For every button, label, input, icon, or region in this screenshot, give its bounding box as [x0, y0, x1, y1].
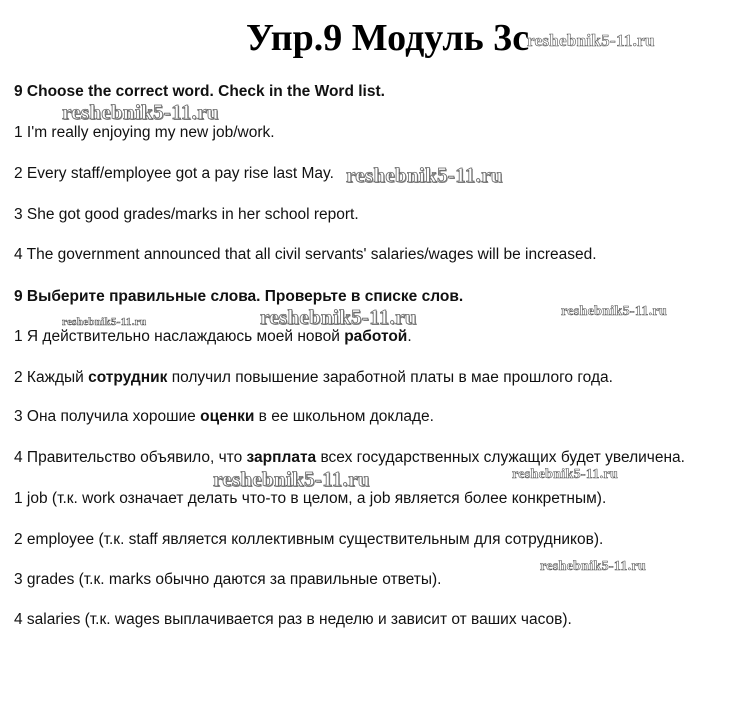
watermark: reshebnik5-11.ru	[527, 31, 655, 50]
answer-2: 2 employee (т.к. staff является коллективным существительным для сотрудников).	[14, 531, 604, 548]
russian-item-2	[14, 368, 613, 388]
english-item-4: 4 The government announced that all civil servants' salaries/wages will be increased.	[14, 246, 597, 263]
russian-item-text: 1 Я действительно наслаждаюсь моей новой	[14, 328, 345, 345]
russian-item-answer: оценки	[200, 408, 255, 425]
watermark: reshebnik5-11.ru	[213, 467, 370, 491]
watermark: reshebnik5-11.ru	[260, 305, 417, 329]
english-item-3: 3 She got good grades/marks in her school report.	[14, 206, 359, 223]
page-title: Упр.9 Модуль 3с	[246, 17, 530, 59]
russian-item-1	[14, 327, 412, 347]
watermark: reshebnik5-11.ru	[62, 316, 147, 328]
russian-heading: 9 Выберите правильные слова. Проверьте в списке слов.	[14, 288, 464, 305]
russian-item-text: получил повышение заработной платы в мае прошлого года.	[167, 369, 613, 386]
watermark: reshebnik5-11.ru	[561, 304, 668, 319]
russian-item-answer: работой	[344, 328, 408, 345]
watermark: reshebnik5-11.ru	[62, 100, 219, 124]
russian-item-text: .	[407, 328, 412, 345]
russian-item-4	[14, 448, 685, 468]
english-item-1: 1 I'm really enjoying my new job/work.	[14, 124, 275, 141]
watermark: reshebnik5-11.ru	[540, 559, 647, 574]
russian-item-3	[14, 407, 434, 427]
russian-item-text: 2 Каждый	[14, 369, 89, 386]
russian-item-answer: зарплата	[246, 449, 317, 466]
answer-1: 1 job (т.к. work означает делать что-то в целом, а job является более конкретным).	[14, 490, 607, 507]
russian-item-text: 3 Она получила хорошие	[14, 408, 201, 425]
answer-3: 3 grades (т.к. marks обычно даются за правильные ответы).	[14, 571, 442, 588]
russian-item-text: всех государственных служащих будет увеличена.	[316, 449, 685, 466]
answer-4: 4 salaries (т.к. wages выплачивается раз в неделю и зависит от ваших часов).	[14, 611, 572, 628]
russian-item-text: в ее школьном докладе.	[254, 408, 434, 425]
russian-item-answer: сотрудник	[88, 369, 168, 386]
watermark: reshebnik5-11.ru	[512, 467, 619, 482]
english-heading: 9 Choose the correct word. Check in the Word list.	[14, 83, 385, 100]
english-item-2: 2 Every staff/employee got a pay rise last May.	[14, 165, 334, 182]
russian-item-text: 4 Правительство объявило, что	[14, 449, 247, 466]
watermark: reshebnik5-11.ru	[346, 163, 503, 187]
